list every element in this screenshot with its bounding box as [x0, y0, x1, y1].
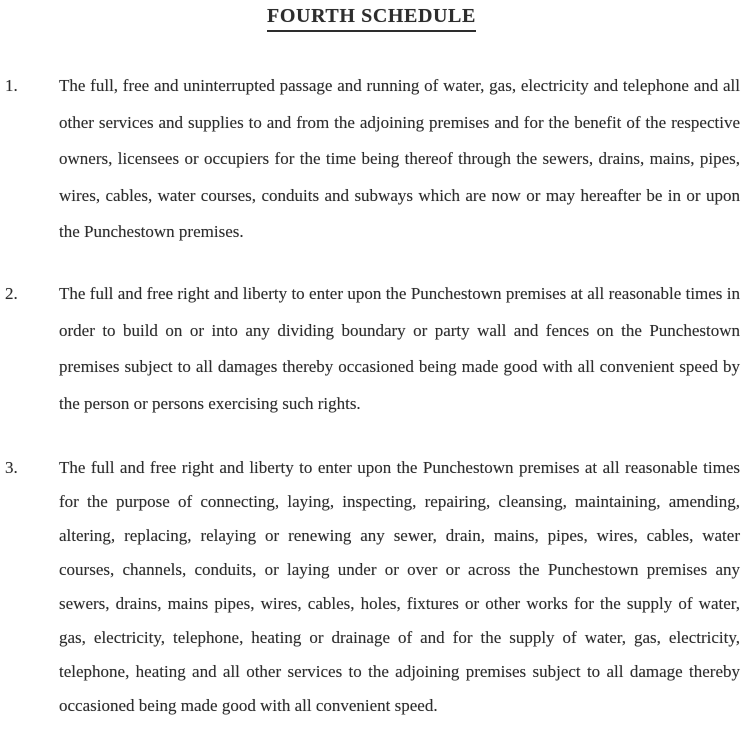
clause-1-text: The full, free and uninterrupted passage and running of water, gas, electricity and telephone and all other services and supplies to and from the adjoining premises and for the benefit of the respective owners, licensees or occupiers for the time being thereof through the sewers, drains, mains, pipes, wires, cables, water courses, conduits and subways which are now or may hereafter be in or upon the Punchestown premises.	[59, 76, 740, 242]
clause-2-text: The full and free right and liberty to enter upon the Punchestown premises at all reasonable times in order to build on or into any dividing boundary or party wall and fences on the Punchestown premises subject to all damages thereby occasioned being made good with all convenient speed by the person or persons exercising such rights.	[59, 283, 740, 413]
clause-1-number: 1.	[5, 76, 18, 95]
clause-3-text: The full and free right and liberty to enter upon the Punchestown premises at all reasonable times for the purpose of connecting, laying, inspecting, repairing, cleansing, maintaining, amending, altering, replacing, relaying or renewing any sewer, drain, mains, pipes, wires, cables, water courses, channels, conduits, or laying under or over or across the Punchestown premises any sewers, drains, mains pipes, wires, cables, holes, fixtures or other works for the supply of water, gas, electricity, telephone, heating or drainage of and for the supply of water, gas, electricity, telephone, heating and all other services to the adjoining premises subject to all damage thereby occasioned being made good with all convenient speed.	[59, 458, 740, 716]
document-title-text: FOURTH SCHEDULE	[267, 4, 476, 32]
clause-2-number: 2.	[5, 283, 18, 303]
clause-2	[3, 276, 740, 422]
clause-1	[3, 68, 740, 251]
document-title	[3, 4, 740, 32]
clause-3	[3, 451, 740, 723]
clause-3-number: 3.	[5, 458, 18, 478]
